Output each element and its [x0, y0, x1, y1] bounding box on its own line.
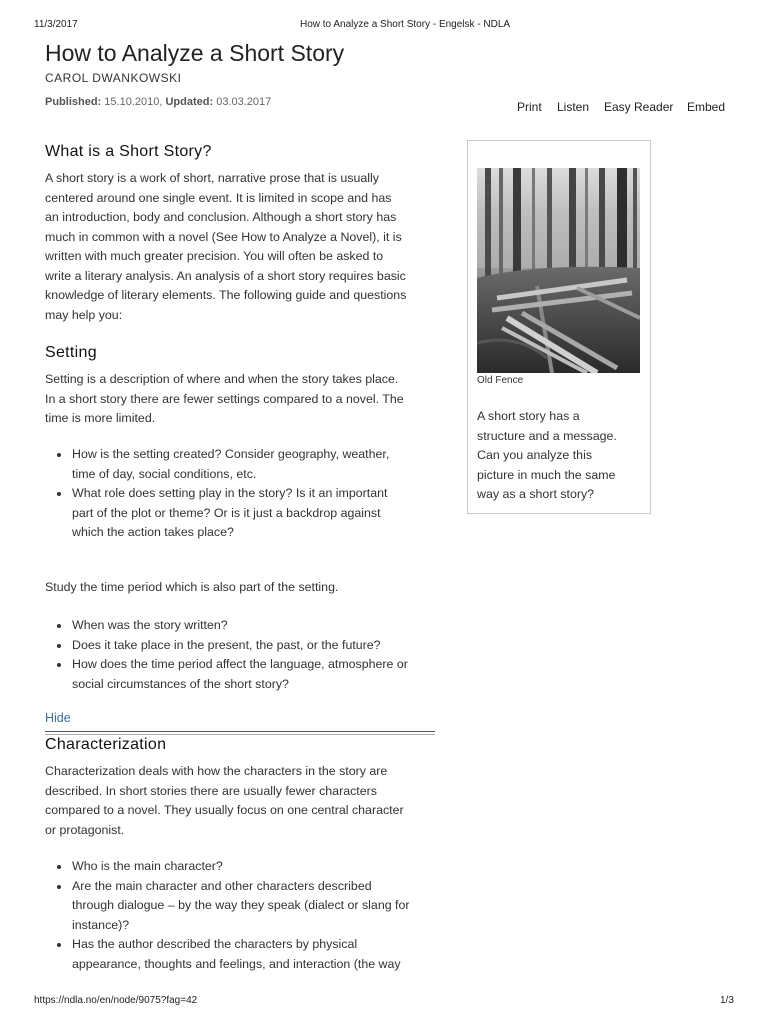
embed-link[interactable]: Embed [687, 100, 726, 114]
print-page-number: 1/3 [720, 995, 734, 1006]
paragraph-line: knowledge of literary elements. The following guide and questions [45, 288, 407, 302]
paragraph-line: centered around one single event. It is limited in scope and has [45, 190, 392, 205]
easy-reader-link[interactable]: Easy Reader [604, 100, 674, 114]
paragraph-line: write a literary analysis. An analysis of a short story requires basic [45, 268, 406, 283]
list-item: How does the time period affect the language, atmosphere or social circumstances of the short story? [45, 655, 447, 694]
paragraph-line: Characterization deals with how the characters in the story are [45, 764, 388, 778]
time-period-question-list [45, 616, 447, 694]
forest-fence-image [477, 168, 640, 373]
updated-label: Updated: [165, 96, 214, 108]
paragraph-line: written with much greater precision. You will often be asked to [45, 249, 384, 263]
print-link[interactable]: Print [517, 100, 542, 114]
section-divider [45, 731, 435, 735]
meta-separator: , [159, 96, 166, 108]
list-item: When was the story written? [45, 616, 447, 636]
old-fence-photo[interactable] [477, 168, 640, 373]
section-heading-short-story: What is a Short Story? [45, 143, 212, 160]
paragraph-line: In a short story there are fewer settings compared to a novel. The [45, 391, 404, 406]
paragraph-line: A short story is a work of short, narrative prose that is usually [45, 171, 379, 185]
article-author: CAROL DWANKOWSKI [45, 71, 182, 85]
list-item: Are the main character and other characters described through dialogue – by the way they speak (dialect or slang for instance)? [45, 877, 447, 936]
print-page-title: How to Analyze a Short Story - Engelsk - NDLA [300, 19, 511, 30]
article-meta [45, 96, 271, 108]
paragraph-line: may help you: [45, 307, 123, 322]
list-item: Does it take place in the present, the past, or the future? [45, 636, 447, 656]
time-period-intro: Study the time period which is also part of the setting. [45, 580, 339, 594]
listen-link[interactable]: Listen [557, 100, 590, 114]
paragraph-line: described. In short stories there are usually fewer characters [45, 783, 377, 798]
section-heading-setting: Setting [45, 344, 97, 361]
article-title: How to Analyze a Short Story [45, 40, 345, 66]
published-date: 15.10.2010 [104, 96, 160, 108]
list-item: Who is the main character? [45, 857, 447, 877]
setting-question-list [45, 445, 447, 543]
paragraph-line: or protagonist. [45, 822, 125, 837]
characterization-question-list [45, 857, 447, 974]
photo-caption: Old Fence [477, 375, 524, 386]
paragraph-line: Setting is a description of where and when the story takes place. [45, 372, 399, 386]
published-label: Published: [45, 96, 102, 108]
paragraph-line: time is more limited. [45, 411, 156, 425]
list-item: What role does setting play in the story? Is it an important part of the plot or theme? Or is it just a backdrop against which the action takes place? [45, 484, 447, 543]
updated-date: 03.03.2017 [216, 96, 272, 108]
short-story-paragraph [45, 169, 445, 325]
list-item: How is the setting created? Consider geography, weather, time of day, social conditions, etc. [45, 445, 447, 484]
print-footer-url: https://ndla.no/en/node/9075?fag=42 [34, 995, 198, 1006]
paragraph-line: an introduction, body and conclusion. Although a short story has [45, 210, 397, 224]
paragraph-line: compared to a novel. They usually focus on one central character [45, 803, 404, 817]
paragraph-line: much in common with a novel (See How to Analyze a Novel), it is [45, 229, 402, 244]
print-date: 11/3/2017 [34, 19, 78, 30]
characterization-paragraph [45, 762, 445, 840]
sidebar-description: A short story has a structure and a message. Can you analyze this picture in much the same way as a short story? [477, 409, 617, 501]
setting-paragraph [45, 370, 445, 429]
section-heading-characterization: Characterization [45, 736, 167, 753]
list-item: Has the author described the characters by physical appearance, thoughts and feelings, and interaction (the way [45, 935, 447, 974]
hide-toggle-link[interactable]: Hide [45, 711, 71, 725]
